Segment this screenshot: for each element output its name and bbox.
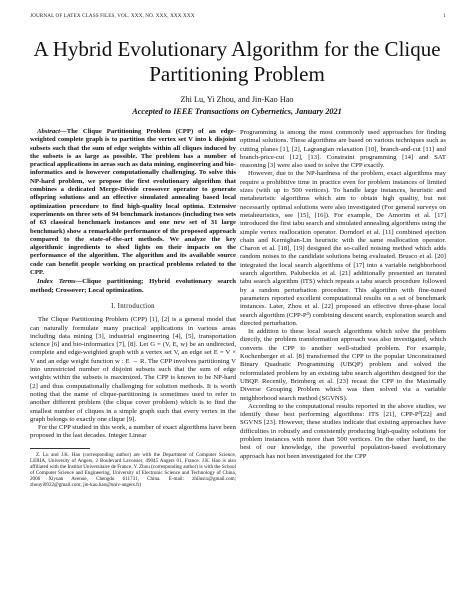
paper-title: A Hybrid Evolutionary Algorithm for the Clique Partitioning Problem <box>33 37 441 86</box>
index-terms-text: —Clique partitioning; Hybrid evolutionary search method; Crossover; Local optimization. <box>30 278 236 294</box>
intro-paragraph-4: However, due to the NP-hardness of the problem, exact algorithms may require a prohibitive time in practice even for problem instances of limited sizes (with up to 500 vertices). To handle large instances, heuristic and metaheuristic algorithms which aim to obtain high quality, but not necessarily optimal solutions were also investigated (For general surveys on metaheuristics, see [15], [16]). For example, De Amorim et al. [17] introduced the first tabu search and simulated annealing algorithms using the simple vertex reallocation operator. Dorndorf et al. [11] combined ejection chain and Kernighan-Lin heuristic with the same reallocation operator. Charon et al. [18], [19] designed the so-called noising method which adds random noises to the candidate solutions being evaluated. Brusco et al. [20] integrated the local search algorithms of [17] into a variable neighborhood search algorithm. Palubeckis et al. [21] additionally presented an iterated tabu search algorithm (ITS) which repeats a tabu search procedure followed by a random perturbation procedure. This algorithm with fine-tuned parameters reported excellent computational results on a set of benchmark instances. Later, Zhou et al. [22] proposed an effective three-phase local search algorithm (CPP-P³) combining descent search, exploration search and directed perturbation. <box>240 170 446 327</box>
abstract-lead: Abstract <box>37 128 61 135</box>
index-terms-lead: Index Terms <box>37 278 76 286</box>
running-head <box>30 13 446 19</box>
section-heading-introduction: I. Introduction <box>111 302 155 310</box>
right-column <box>240 129 446 461</box>
left-column <box>30 128 236 488</box>
footnote-divider <box>30 448 90 449</box>
page-number: 1 <box>443 13 446 19</box>
intro-paragraph-5: In addition to these local search algorithms which solve the problem directly, the problem transformation approach was also investigated, which converts the CPP to another well-studied problem. For example, Kochenberger et al. [8] transformed the CPP to the popular Unconstrained Binary Quadratic Programming (UBQP) problem and solved the reformulated problem by an existing tabu search algorithm designed for the UBQP. Recently, Brimberg et al. [23] recast the CPP to the Maximally Diverse Grouping Problem which was then solved via a variable neighborhood search method (SGVNS). <box>240 328 446 402</box>
intro-paragraph-6: According to the computational results reported in the above studies, we identify these best performing algorithms: ITS [21], CPP-P³[22] and SGVNS [23]. However, these studies indicate that existing approaches have difficulties in robustly and consistently producing high-quality solutions for problem instances with more than 500 vertices. On the other hand, to the best of our knowledge, the powerful population-based evolutionary approach has not been investigated for the CPP <box>240 402 446 460</box>
journal-header: JOURNAL OF LATEX CLASS FILES, VOL. XXX, NO. XXX, XXX XXX <box>30 13 195 19</box>
intro-paragraph-3: Programming is among the most commonly used approaches for finding optimal solutions. These algorithms are based on various techniques such as cutting planes [1], [2], Lagrangian relaxation [10], branch-and-cut [11] and branch-price-cut [12], [13]. Constraint programming [14] and SAT reasoning [3] were also used to solve the CPP exactly. <box>240 129 446 170</box>
author-affiliation-footnote: Z. Lu and J.K. Hao (corresponding author) are with the Department of Computer Science, LERIA, University of Angers, 2 Boulevard Lavoisier, 49045 Angers 01, France. J.K. Hao is also affiliated with the Institut Universitaire de France. Y. Zhou (corresponding author) is with the School of Computer Science and Engineering, University of Electronic Science and Technology of China, 2006 Xiyuan Avenue, Chengdu 611731, China. E-mail: zhilusix@gmail.com; zhouyi0922@gmail.com; jin-kao.hao@univ-angers.fr) <box>30 451 236 489</box>
author-list: Zhi Lu, Yi Zhou, and Jin-Kao Hao <box>180 95 294 104</box>
abstract-text: —The Clique Partitioning Problem (CPP) of an edge-weighted complete graph is to partition the vertex set V into k disjoint subsets such that the sum of edge weights within all cliques induced by the subsets is as large as possible. The problem has a number of practical applications in areas such as data mining, engineering and bio-informatics and is however computationally challenging. To solve this NP-hard problem, we propose the first evolutionary algorithm that combines a dedicated Merge-Divide crossover operator to generate offspring solutions and an effective simulated annealing based local optimization procedure to find high-quality local optima. Extensive experiments on three sets of 94 benchmark instances (including two sets of 63 classical benchmark instances and one new set of 31 large benchmark) show a remarkable performance of the proposed approach compared to the state-of-the-art methods. We analyze the key algorithmic ingredients to shed lights on their impacts on the performance of the algorithm. The algorithm and its available source code can benefit people working on practical problems related to the CPP. <box>30 128 236 277</box>
acceptance-note: Accepted to IEEE Transactions on Cybernetics, January 2021 <box>132 107 342 116</box>
intro-paragraph-2: For the CPP studied in this work, a number of exact algorithms have been proposed in the last decades. Integer Linear <box>30 424 236 440</box>
intro-paragraph-1: The Clique Partitioning Problem (CPP) [1], [2] is a general model that can naturally formulate many practical applications in various areas including data mining [3], industrial engineering [4], [5], transportation science [6] and bio-informatics [7], [8]. Let G = (V, E, w) be an undirected, complete and edge-weighted graph with a vertex set V, an edge set E = V × V and an edge weight function w : E → R. The CPP involves partitioning V into unrestricted number of disjoint subsets such that the sum of edge weights within the subsets is maximized. The CPP is known to be NP-hard [2] and thus computationally challenging for solution methods. It is worth noting that the name of clique-partitioning is sometimes used to refer to another different problem (the clique cover problem) which is to find the smallest number of cliques in a simple graph such that every vertex in the graph belongs to exactly one clique [9]. <box>30 316 236 423</box>
abstract <box>30 128 236 277</box>
index-terms <box>30 278 236 295</box>
